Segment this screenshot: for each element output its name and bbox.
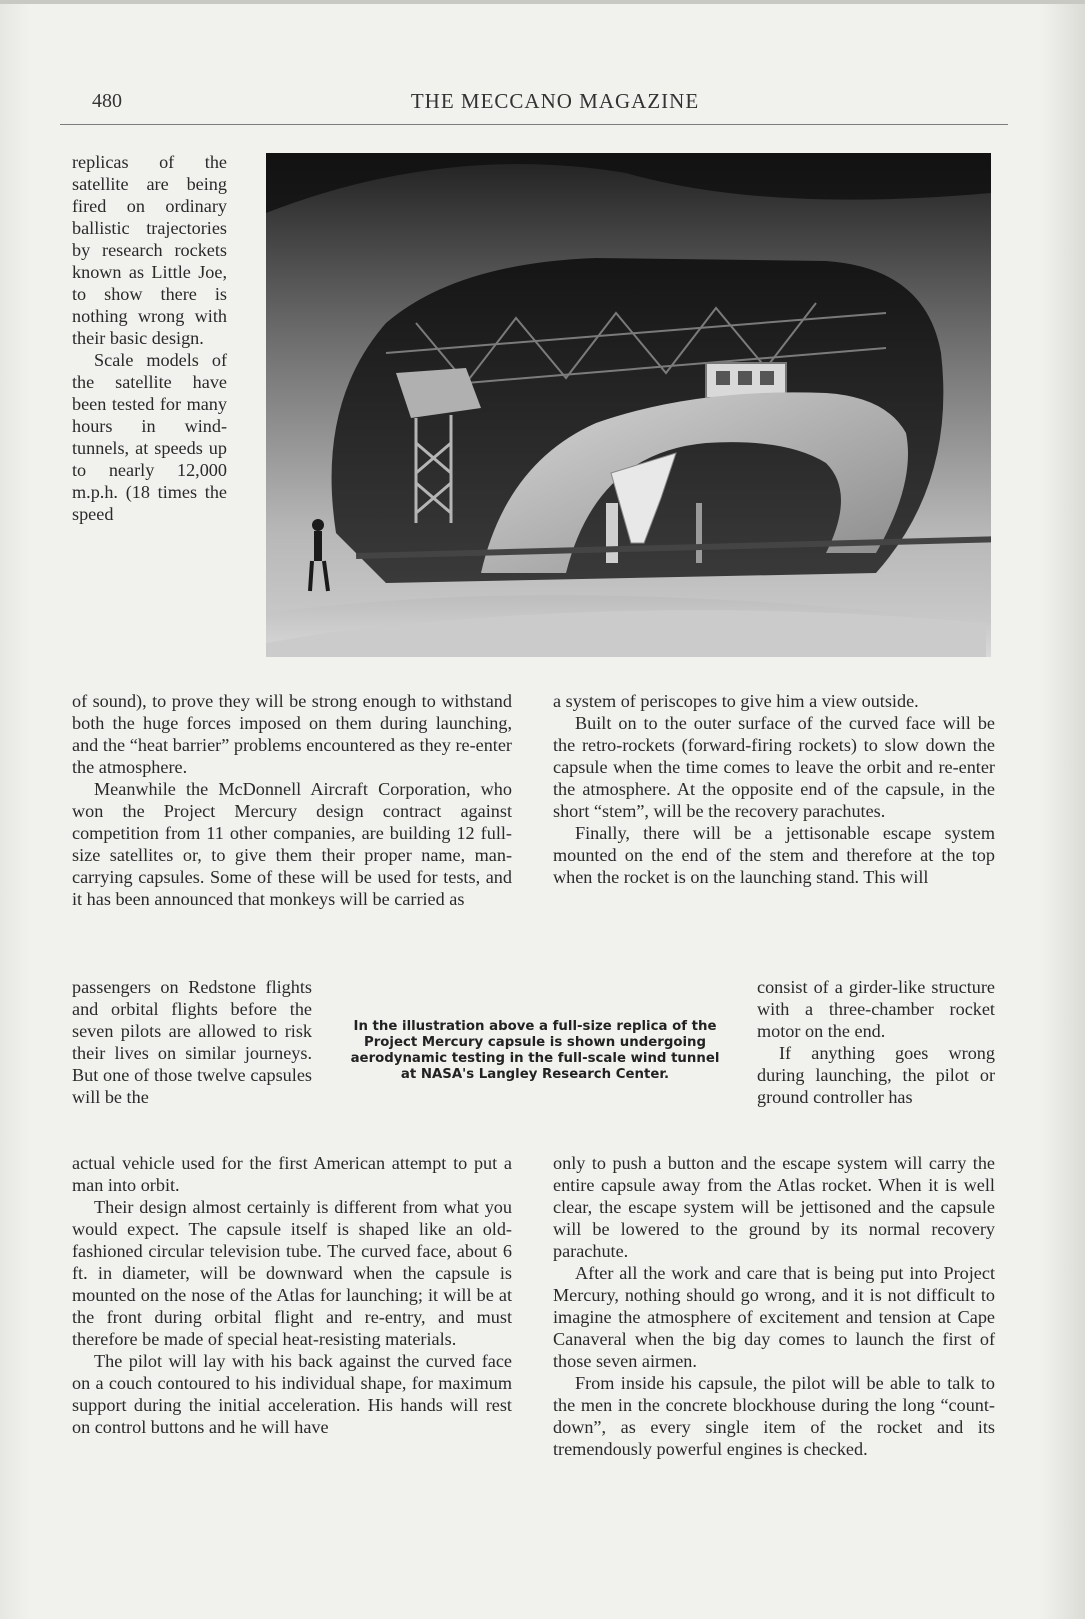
left-paragraph-1: of sound), to prove they will be strong enough to withstand both the huge forces imposed on them during launching, and the “heat barrier” problems encountered as they re-enter the atmosphere. <box>72 691 512 777</box>
page-number: 480 <box>92 90 122 112</box>
page-top-edge <box>0 0 1085 4</box>
right-paragraph-4: If anything goes wrong during launching, the pilot or ground controller has <box>757 1043 995 1107</box>
right-paragraph-2: Built on to the outer surface of the curved face will be the retro-rockets (forward-firing rockets) to slow down the capsule when the time comes to leave the orbit and re-enter the atmosphere. At the opposite end of the capsule, in the short “stem”, will be the recovery parachutes. <box>553 713 995 821</box>
right-paragraph-1: a system of periscopes to give him a view outside. <box>553 691 919 711</box>
narrow-column <box>72 151 227 525</box>
left-column-middle <box>72 976 312 1108</box>
magazine-title: THE MECCANO MAGAZINE <box>410 89 700 113</box>
left-column-top <box>72 690 512 910</box>
left-column-bottom <box>72 1152 512 1438</box>
left-paragraph-4: The pilot will lay with his back against the curved face on a couch contoured to his individual shape, for maximum support during the initial acceleration. His hands will rest on control buttons and he will have <box>72 1351 512 1437</box>
narrow-column-paragraph: replicas of the satellite are being fired on ordinary ballistic trajectories by research rockets known as Little Joe, to show there is nothing wrong with their basic design. <box>72 152 227 348</box>
right-paragraph-4-end: only to push a button and the escape system will carry the entire capsule away from the Atlas rocket. When it is well clear, the escape system will be jettisoned and the capsule will be lowered to the ground by its normal recovery parachute. <box>553 1153 995 1261</box>
right-paragraph-6: From inside his capsule, the pilot will be able to talk to the men in the concrete blockhouse during the long “count-down”, as every single item of the rocket and its tremendously powerful engines is checked. <box>553 1373 995 1459</box>
left-paragraph-3: Their design almost certainly is different from what you would expect. The capsule itself is shaped like an old-fashioned circular television tube. The curved face, about 6 ft. in diameter, will be downward when the capsule is mounted on the nose of the Atlas for launching; it will be at the front during orbital flight and re-entry, and must therefore be made of special heat-resisting materials. <box>72 1197 512 1349</box>
right-paragraph-3: Finally, there will be a jettisonable escape system mounted on the end of the stem and therefore at the top when the rocket is on the launching stand. This will <box>553 823 995 887</box>
narrow-column-paragraph-2: Scale models of the satellite have been tested for many hours in wind-tunnels, at speeds up to nearly 12,000 m.p.h. (18 times the speed <box>72 350 227 524</box>
right-paragraph-5: After all the work and care that is being put into Project Mercury, nothing should go wrong, and it is not difficult to imagine the atmosphere of excitement and tension at Cape Canaveral when the big day comes to launch the first of those seven airmen. <box>553 1263 995 1371</box>
page-header <box>60 86 1010 118</box>
left-paragraph-2: Meanwhile the McDonnell Aircraft Corporation, who won the Project Mercury design contract against competition from 11 other companies, are building 12 full-size satellites or, to give them their proper name, man-carrying capsules. Some of these will be used for tests, and it has been announced that monkeys will be carried as <box>72 779 512 909</box>
wind-tunnel-photo <box>266 153 991 657</box>
left-paragraph-2-end: actual vehicle used for the first American attempt to put a man into orbit. <box>72 1153 512 1195</box>
photo-caption: In the illustration above a full-size replica of the Project Mercury capsule is shown undergoing aerodynamic testing in the full-scale wind tunnel at NASA's Langley Research Center. <box>350 1019 720 1082</box>
right-paragraph-3-continued: consist of a girder-like structure with a three-chamber rocket motor on the end. <box>757 977 995 1041</box>
right-column-top <box>553 690 995 888</box>
header-rule <box>60 124 1008 125</box>
right-column-bottom <box>553 1152 995 1460</box>
right-column-middle <box>757 976 995 1108</box>
left-paragraph-2-continued: passengers on Redstone flights and orbital flights before the seven pilots are allowed to risk their lives on similar journeys. But one of those twelve capsules will be the <box>72 977 312 1107</box>
